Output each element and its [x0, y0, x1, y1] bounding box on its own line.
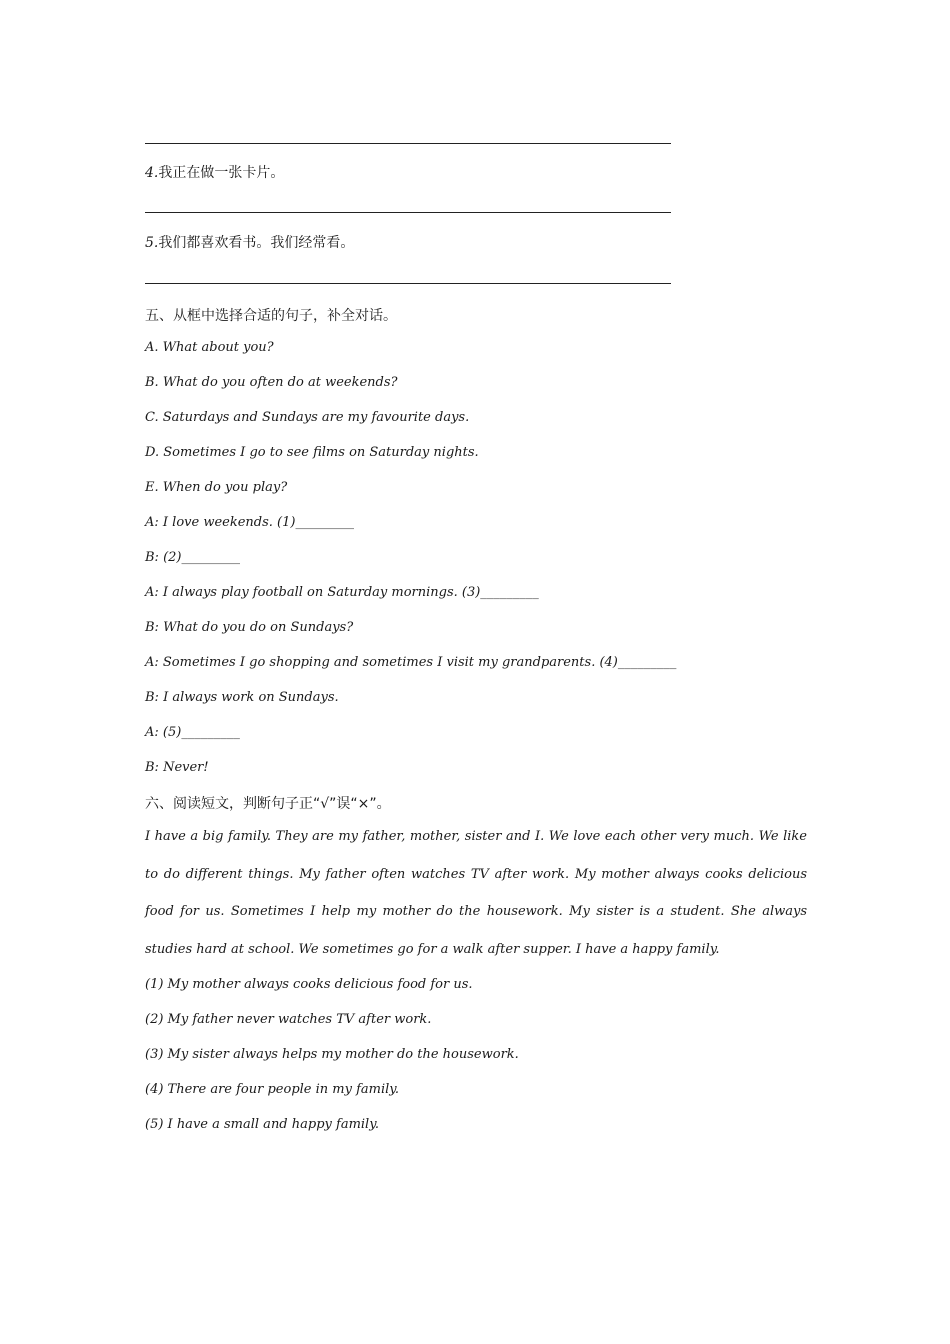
statement: (1) My mother always cooks delicious food for us. — [145, 977, 473, 992]
option-a: A. What about you? — [145, 340, 274, 355]
statement: (4) There are four people in my family. — [145, 1082, 400, 1097]
section-5-title: 五、从框中选择合适的句子，补全对话。 — [145, 308, 397, 324]
dialogue-line: A: (5)_________ — [145, 725, 240, 740]
dialogue-line: B: (2)_________ — [145, 550, 240, 565]
translation-item-5 — [145, 232, 354, 252]
dialogue-line: A: I always play football on Saturday mornings. (3)_________ — [145, 585, 539, 600]
item-text: 我们都喜欢看书。我们经常看。 — [158, 235, 355, 251]
section-6-title: 六、阅读短文，判断句子正“√”误“×”。 — [145, 796, 391, 812]
dialogue-line: B: What do you do on Sundays? — [145, 620, 354, 635]
dialogue-line: A: I love weekends. (1)_________ — [145, 515, 354, 530]
answer-line — [145, 212, 671, 213]
option-c: C. Saturdays and Sundays are my favourite days. — [145, 410, 470, 425]
reading-passage: I have a big family. They are my father, mother, sister and I. We love each other very much. We like to do different things. My father often watches TV after work. My mother always cooks delicious food for us. Sometimes I help my mother do the housework. My sister is a student. She always studies hard at school. We sometimes go for a walk after supper. I have a happy family. — [145, 829, 807, 957]
statement: (3) My sister always helps my mother do the housework. — [145, 1047, 519, 1062]
statement: (2) My father never watches TV after work. — [145, 1012, 432, 1027]
option-d: D. Sometimes I go to see films on Saturday nights. — [145, 445, 479, 460]
item-number: 5. — [145, 235, 159, 251]
dialogue-line: B: I always work on Sundays. — [145, 690, 339, 705]
statement: (5) I have a small and happy family. — [145, 1117, 379, 1132]
option-e: E. When do you play? — [145, 480, 288, 495]
dialogue-line: B: Never! — [145, 760, 209, 775]
answer-line — [145, 283, 671, 284]
item-text: 我正在做一张卡片。 — [158, 165, 285, 181]
item-number: 4. — [145, 165, 159, 181]
option-b: B. What do you often do at weekends? — [145, 375, 398, 390]
answer-line — [145, 143, 671, 144]
dialogue-line: A: Sometimes I go shopping and sometimes I visit my grandparents. (4)_________ — [145, 655, 677, 670]
translation-item-4 — [145, 162, 284, 182]
